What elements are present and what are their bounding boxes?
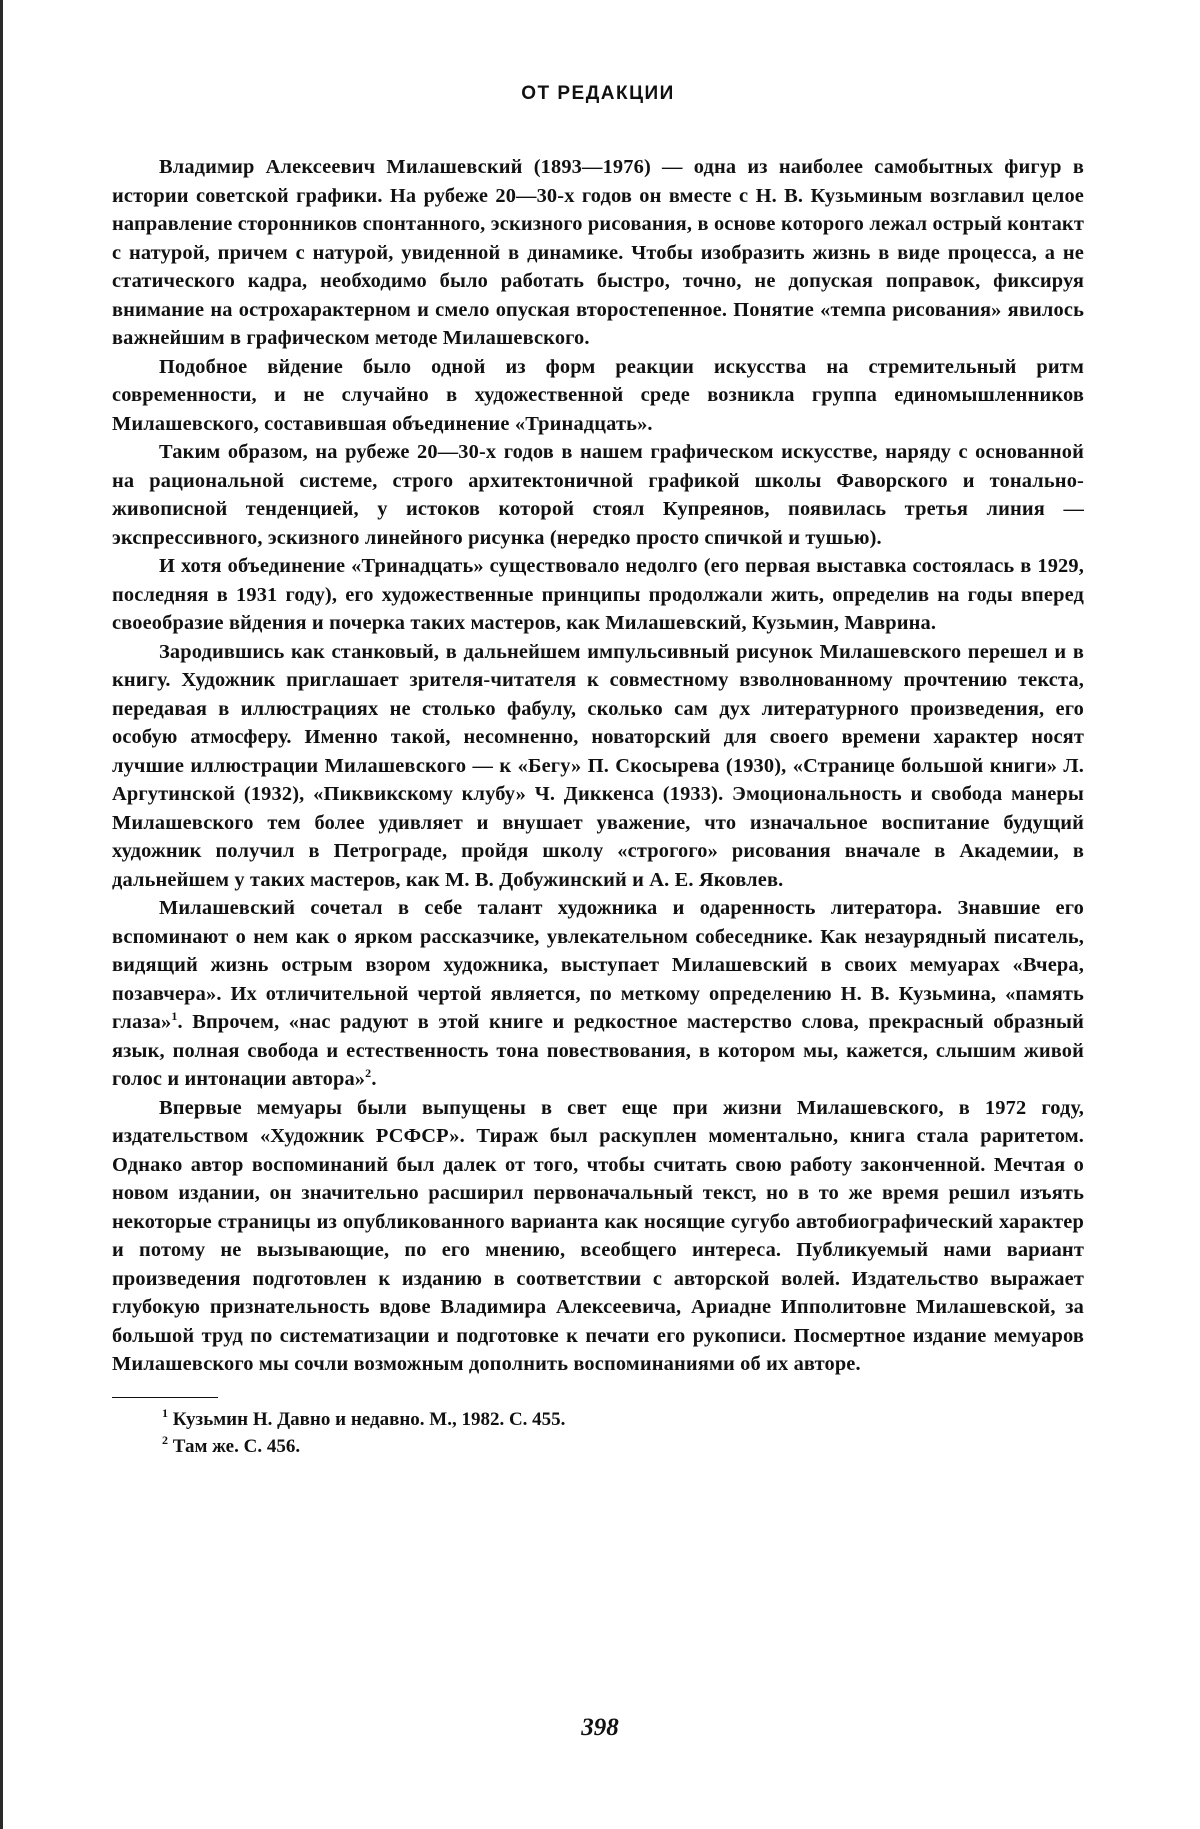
paragraph: Впервые мемуары были выпущены в свет еще при жизни Милашевского, в 1972 году, издательством «Художник РСФСР». Тираж был раскуплен моментально, книга стала раритетом. Однако автор воспоминаний был далек от того, чтобы считать свою работу законченной. Мечтая о новом издании, он значительно расширил первоначальный текст, но в то же время решил изъять некоторые страницы из опубликованного варианта как носящие сугубо автобиографический характер и потому не вызывающие, по его мнению, всеобщего интереса. Публикуемый нами вариант произведения подготовлен к изданию в соответствии с авторской волей. Издательство выражает глубокую признательность вдове Владимира Алексеевича, Ариадне Ипполитовне Милашевской, за большой труд по систематизации и подготовке к печати его рукописи. Посмертное издание мемуаров Милашевского мы сочли возможным дополнить воспоминаниями об их авторе. — [112, 1096, 1084, 1375]
footnote-divider — [112, 1397, 218, 1398]
paragraph-with-notes — [112, 894, 1084, 1094]
paragraph-text: . Впрочем, «нас радуют в этой книге и редкостное мастерство слова, прекрасный образный язык, полная свобода и естественность тона повествования, в котором мы, кажется, слышим живой голос и интонации автора» — [112, 1011, 1084, 1090]
footnote-ref: 1 — [171, 1009, 178, 1023]
paragraph-text: . — [371, 1068, 377, 1090]
document-page — [112, 82, 1084, 1460]
footnote-text: Кузьмин Н. Давно и недавно. М., 1982. С. 455. — [172, 1408, 566, 1430]
paragraph: Зародившись как станковый, в дальнейшем импульсивный рисунок Милашевского перешел и в книгу. Художник приглашает зрителя-читателя к совместному взволнованному прочтению текста, передавая в иллюстрациях не столько фабулу, сколько сам дух литературного произведения, его особую атмосферу. Именно такой, несомненно, новаторский для своего времени характер носят лучшие иллюстрации Милашевского — к «Бегу» П. Скосырева (1930), «Странице большой книги» Л. Аргутинской (1932), «Пиквикскому клубу» Ч. Диккенса (1933). Эмоциональность и свобода манеры Милашевского тем более удивляет и внушает уважение, что изначальное воспитание будущий художник получил в Петрограде, пройдя школу «строгого» рисования вначале в Академии, в дальнейшем у таких мастеров, как М. В. Добужинский и А. Е. Яковлев. — [112, 640, 1084, 891]
footnote-ref: 2 — [365, 1066, 372, 1080]
paragraph: Подобное вйдение было одной из форм реакции искусства на стремительный ритм современности, и не случайно в художественной среде возникла группа единомышленников Милашевского, составившая объединение «Тринадцать». — [112, 355, 1084, 435]
footnote — [112, 1406, 1084, 1433]
page-title: ОТ РЕДАКЦИИ — [521, 83, 675, 104]
paragraph: Таким образом, на рубеже 20—30-х годов в нашем графическом искусстве, наряду с основанной на рациональной системе, строго архитектоничной графикой школы Фаворского и тонально-живописной тенденцией, у истоков которой стоял Купреянов, появилась третья линия — экспрессивного, эскизного линейного рисунка (нередко просто спичкой и тушью). — [112, 441, 1084, 549]
footnote-mark: 1 — [162, 1405, 168, 1420]
footnote-text: Там же. С. 456. — [172, 1435, 301, 1457]
paragraph: Владимир Алексеевич Милашевский (1893—1976) — одна из наиболее самобытных фигур в истории советской графики. На рубеже 20—30-х годов он вместе с Н. В. Кузьминым возглавил целое направление сторонников спонтанного, эскизного рисования, в основе которого лежал острый контакт с натурой, причем с натурой, увиденной в динамике. Чтобы изобразить жизнь в виде процесса, а не статического кадра, необходимо было работать быстро, точно, не допуская поправок, фиксируя внимание на острохарактерном и смело опуская второстепенное. Понятие «темпа рисования» явилось важнейшим в графическом методе Милашевского. — [112, 156, 1084, 349]
page-number: 398 — [581, 1714, 619, 1741]
paragraph: И хотя объединение «Тринадцать» существовало недолго (его первая выставка состоялась в 1929, последняя в 1931 году), его художественные принципы продолжали жить, определив на годы вперед своеобразие вйдения и почерка таких мастеров, как Милашевский, Кузьмин, Маврина. — [112, 555, 1084, 634]
footnote-mark: 2 — [162, 1432, 168, 1447]
paragraph-text: Милашевский сочетал в себе талант художника и одаренность литератора. Знавшие его вспоминают о нем как о ярком рассказчике, увлекательном собеседнике. Как незаурядный писатель, видящий жизнь острым взором художника, выступает Милашевский в своих мемуарах «Вчера, позавчера». Их отличительной чертой является, по меткому определению Н. В. Кузьмина, «память глаза» — [112, 897, 1084, 1033]
body-text — [112, 153, 1084, 1379]
footnote — [112, 1433, 1084, 1460]
scan-edge — [0, 0, 3, 1829]
